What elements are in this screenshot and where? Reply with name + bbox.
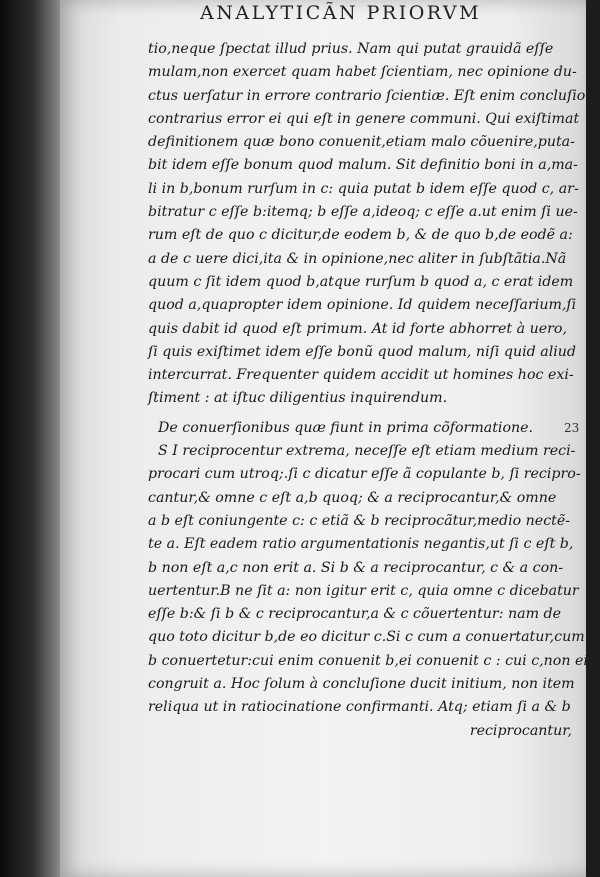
margin-number: 23 [564, 420, 580, 435]
text-line: tio,neque ſpectat illud prius. Nam qui putat grauidã eſſe [148, 41, 554, 57]
text-line: a b eſt coniungente c: c etiã & b reciprocãtur,medio nectẽ- [148, 512, 571, 529]
text-line: te a. Eſt eadem ratio argumentationis negantis,ut ſi c eſt b, [148, 536, 574, 553]
text-line: uertentur.B ne ſit a: non igitur erit c, quia omne c dicebatur [148, 582, 579, 599]
text-line: reliqua ut in ratiocinatione confirmanti. Atq; etiam ſi a & b [148, 699, 571, 716]
text-line: ſi quis exiſtimet idem eſſe bonũ quod malum, niſi quid aliud [148, 343, 577, 360]
text-line: rum eſt de quo c dicitur,de eodem b, & de quo b,de eodẽ a: [148, 227, 573, 244]
paragraph-2 [148, 440, 588, 720]
text-line: a de c uere dici,ita & in opinione,nec aliter in ſubſtãtia.Nã [148, 250, 567, 267]
text-line: bitratur c eſſe b:itemq; b eſſe a,ideoq; c eſſe a.ut enim ſi ue- [148, 204, 578, 221]
text-line: bit idem eſſe bonum quod malum. Sit definitio boni in a,ma- [148, 157, 578, 174]
text-line: quod a,quapropter idem opinione. Id quidem neceſſarium,ſi [148, 297, 577, 314]
catchword: reciprocantur, [469, 722, 572, 739]
text-line: ctus uerſatur in errore contrario ſcientiæ. Eſt enim concluſio [148, 87, 586, 104]
text-line: b non eſt a,c non erit a. Si b & a reciprocantur, c & a con- [148, 559, 564, 576]
text-line: quis dabit id quod eſt primum. At id forte abhorret à uero, [148, 320, 567, 337]
text-line: quo toto dicitur b,de eo dicitur c.Si c cum a conuertatur,cum [148, 629, 585, 646]
text-line: quum c ſit idem quod b,atque rurſum b quod a, c erat idem [148, 273, 574, 290]
text-line: b conuertetur:cui enim conuenit b,ei conuenit c : cui c,non ei [148, 652, 588, 669]
section-heading-line [148, 417, 578, 440]
text-line: ſtiment : at iſtuc diligentius inquirendum. [148, 390, 448, 407]
page-body [148, 38, 588, 743]
book-gutter [0, 0, 60, 877]
text-line: S I reciprocentur extrema, neceſſe eſt etiam medium reci- [158, 443, 576, 460]
text-line: procari cum utroq;.ſi c dicatur eſſe ã copulante b, ſi recipro- [148, 466, 581, 483]
text-line: definitionem quæ bono conuenit,etiam malo cõuenire,puta- [148, 134, 575, 151]
section-heading: De conuerſionibus quæ fiunt in prima cõformatione. [158, 419, 534, 436]
text-line: mulam,non exercet quam habet ſcientiam, nec opinione du- [148, 64, 577, 81]
paragraph-1 [148, 38, 586, 411]
text-line: intercurrat. Frequenter quidem accidit ut homines hoc exi- [148, 367, 574, 384]
text-line: cantur,& omne c eſt a,b quoq; & a reciprocantur,& omne [148, 489, 557, 506]
text-line: congruit a. Hoc ſolum à concluſione ducit initium, non item [148, 676, 575, 693]
text-line: contrarius error ei qui eſt in genere communi. Qui exiſtimat [148, 110, 580, 127]
running-head: ANALYTICÃN PRIORVM [200, 2, 482, 24]
text-line: eſſe b:& ſi b & c reciprocantur,a & c cõuertentur: nam de [148, 606, 562, 623]
text-line: li in b,bonum rurſum in c: quia putat b idem eſſe quod c, ar- [148, 180, 579, 197]
